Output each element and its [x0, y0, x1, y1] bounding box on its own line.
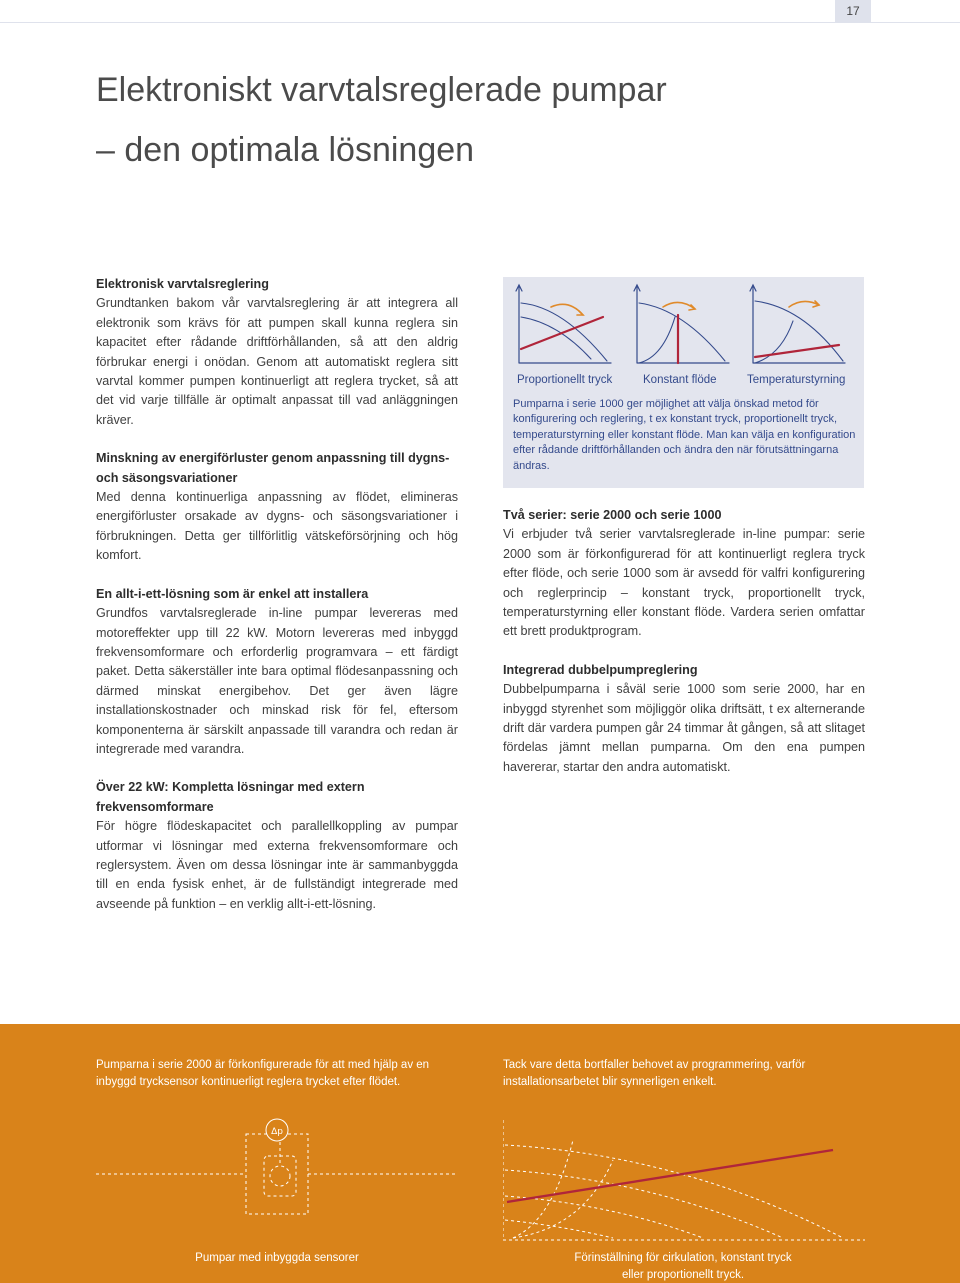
section-heading: Över 22 kW: Kompletta lösningar med extern frekvensomformare: [96, 780, 365, 814]
mode-label-temperature: Temperaturstyrning: [747, 374, 846, 386]
section-tva-serier: [503, 506, 865, 642]
caption-presets-line-1: Förinställning för cirkulation, konstant tryck: [574, 1252, 792, 1264]
section-heading: En allt-i-ett-lösning som är enkel att installera: [96, 586, 369, 601]
preset-curves-illustration: [503, 1110, 865, 1245]
section-heading: Minskning av energiförluster genom anpassning till dygns- och säsongsvariationer: [96, 451, 450, 485]
title-line-2: – den optimala lösningen: [96, 131, 475, 169]
caption-presets-line-2: eller proportionellt tryck.: [621, 1268, 745, 1281]
sensor-symbol: Δp: [271, 1127, 283, 1137]
section-body: Dubbelpumparna i såväl serie 1000 som serie 2000, har en inbyggd styrenhet som möjliggör olika driftsätt, t ex alternerande drift där vardera pumpen går 24 timmar åt gången, så att slitaget fördelas jämnt mellan pumparna. Om den ena pumpen havererar, startar den andra automatiskt.: [503, 682, 865, 774]
section-over-22kw: [96, 778, 458, 914]
section-body: Grundfos varvtalsreglerade in-line pumpar levereras med motoreffekter upp till 22 kW. Motorn levereras med inbyggd frekvensomformare och erforderlig programvara – ett färdigt paket. Detta säkerställer inte bara optimal flödesanpassning och därmed minskat energibehov. Det ger även lägre installationskostnader och minskad risk för fel, eftersom komponenterna är särskilt anpassade till varandra och redan är integrerade med varandra.: [96, 606, 458, 756]
orange-feature-band: [0, 1024, 960, 1283]
diagram-proportional-pressure: [516, 285, 611, 363]
section-body: Grundtanken bakom vår varvtalsreglering är att integrera all elektronik som krävs för att pumpen skall kunna reglera sin kapacitet efter rådande driftförhållanden, så att den aldrig förbrukar energi i onödan. Genom att automatiskt reglera sitt varvtal kommer pumpen kontinuerligt att reglera trycket, så att det vid varje tillfälle är optimalt anpassat till vad anläggningen kräver.: [96, 296, 458, 427]
diagram-constant-flow: [634, 285, 729, 363]
page-title: [96, 60, 896, 180]
caption-presets: [540, 1250, 826, 1283]
diagram-temperature-control: [750, 285, 845, 363]
info-box-text: Pumparna i serie 1000 ger möjlighet att välja önskad metod för konfigurering och reglering, t ex konstant tryck, proportionellt tryck, temperaturstyrning eller konstant flöde. Man kan välja en konfiguration efter rådande driftförhållanden och ändra den när förutsättningarna ändras.: [513, 398, 856, 472]
pump-sensor-illustration: [96, 1114, 458, 1244]
page-number: 17: [835, 0, 871, 22]
control-modes-box: [503, 277, 864, 488]
section-heading: Elektronisk varvtalsreglering: [96, 277, 269, 291]
left-column: [96, 275, 458, 933]
mode-label-constant-flow: Konstant flöde: [643, 374, 717, 386]
section-body: För högre flödeskapacitet och parallellkoppling av pumpar utformar vi lösningar med externa frekvensomformare och reglersystem. Även om dessa lösningar inte är sammanbyggda till en enda fysisk enhet, är de fullständigt integrerade med avseende på funktion – en verklig allt-i-ett-lösning.: [96, 819, 458, 911]
section-dubbelpump: [503, 661, 865, 777]
control-modes-diagrams: [503, 277, 864, 377]
section-heading: Integrerad dubbelpumpreglering: [503, 662, 698, 677]
right-column: [503, 506, 865, 796]
section-energiforluster: [96, 449, 458, 565]
caption-pumps-sensors: Pumpar med inbyggda sensorer: [195, 1252, 359, 1264]
section-allt-i-ett: [96, 585, 458, 760]
band-text-right: Tack vare detta bortfaller behovet av programmering, varför installationsarbetet blir synnerligen enkelt.: [503, 1059, 806, 1088]
band-text-left: Pumparna i serie 2000 är förkonfigurerade för att med hjälp av en inbyggd trycksensor kontinuerligt reglera trycket efter flödet.: [96, 1059, 430, 1088]
mode-label-proportional: Proportionellt tryck: [517, 374, 613, 386]
title-line-1: Elektroniskt varvtalsreglerade pumpar: [96, 71, 667, 109]
section-heading: Två serier: serie 2000 och serie 1000: [503, 508, 722, 522]
section-body: Vi erbjuder två serier varvtalsreglerade in-line pumpar: serie 2000 som är förkonfigurerad för att kontinuerligt reglera tryck efter flöde, och serie 1000 som är avsedd för valfri konfigurering och reglerprincip – konstant tryck, proportionellt tryck, temperaturstyrning eller konstant flöde. Vardera serien omfattar ett brett produktprogram.: [503, 527, 865, 639]
header-rule: [0, 22, 960, 23]
section-varvtalsreglering: [96, 275, 458, 430]
section-body: Med denna kontinuerliga anpassning av flödet, elimineras energiförluster orsakade av dygns- och säsongsvariationer i förbrukningen. Detta ger tillförlitlig vätskeförsörjning och hög komfort.: [96, 490, 458, 563]
